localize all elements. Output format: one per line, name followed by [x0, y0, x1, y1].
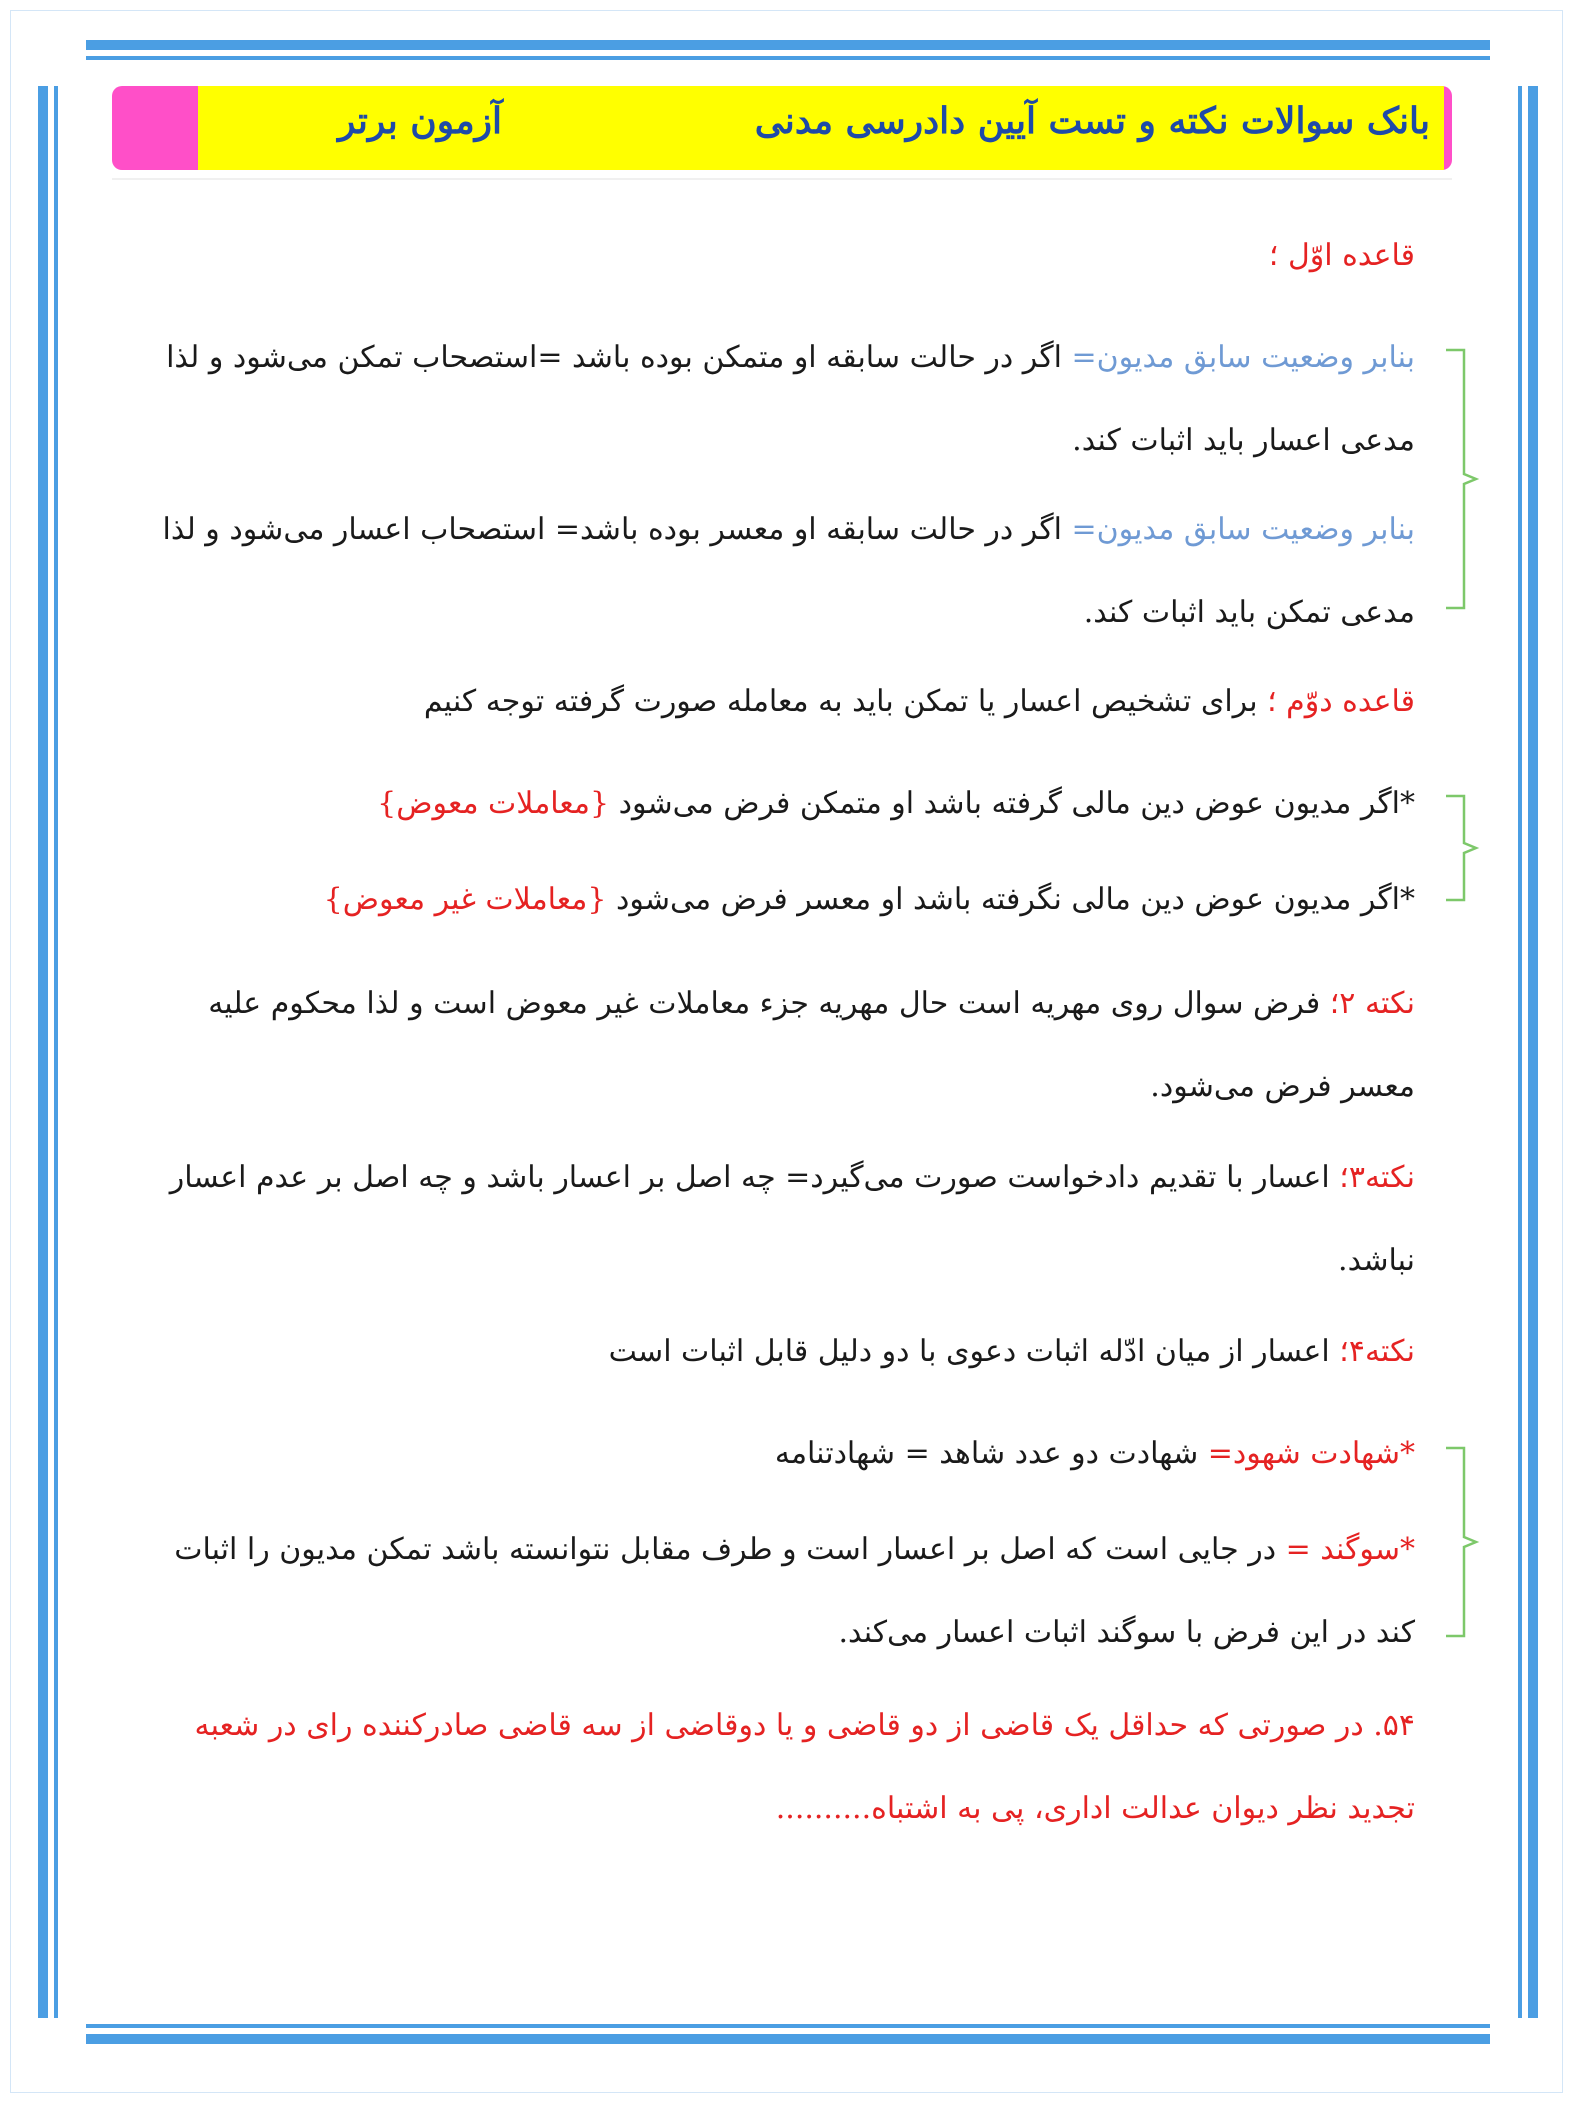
note3-paragraph [155, 1136, 1415, 1302]
state1-text: اگر در حالت سابقه او متمکن بوده باشد =استصحاب تمکن می‌شود و لذا مدعی اعسار باید اثبات کند. [166, 340, 1415, 458]
note2-text: فرض سوال روی مهریه است حال مهریه جزء معاملات غیر معوض است و لذا محکوم علیه معسر فرض می‌شود. [208, 986, 1415, 1104]
note2-label: نکته ۲؛ [1329, 986, 1415, 1021]
state2-text: اگر در حالت سابقه او معسر بوده باشد= استصحاب اعسار می‌شود و لذا مدعی تمکن باید اثبات کند. [162, 512, 1415, 630]
header-divider [112, 178, 1452, 180]
note3-label: نکته۳؛ [1339, 1160, 1415, 1195]
note2-paragraph [155, 962, 1415, 1128]
frame-top-inner [86, 56, 1490, 60]
case1-tag: {معاملات معوض} [377, 786, 610, 821]
evidence2-paragraph [155, 1508, 1415, 1674]
note4-label: نکته۴؛ [1339, 1334, 1415, 1369]
question-54: ۵۴. در صورتی که حداقل یک قاضی از دو قاضی و یا دوقاضی از سه قاضی صادرکننده رای در شعبه تجدید نظر دیوان عدالت اداری، پی به اشتباه.......... [194, 1708, 1415, 1826]
evidence2-label: *سوگند = [1285, 1532, 1415, 1567]
case1-line [377, 762, 1415, 845]
rule2-paragraph [424, 660, 1415, 743]
case2-text: *اگر مدیون عوض دین مالی نگرفته باشد او معسر فرض می‌شود [606, 882, 1415, 917]
evidence1-label: *شهادت شهود= [1207, 1436, 1415, 1471]
brace-group-1 [1440, 346, 1480, 612]
case2-line [324, 858, 1415, 941]
rule1-heading: قاعده اوّل ؛ [1268, 238, 1415, 273]
state2-label: بنابر وضعیت سابق مدیون= [1071, 512, 1415, 547]
evidence1-text: شهادت دو عدد شاهد = شهادتنامه [774, 1436, 1208, 1471]
note4-text: اعسار از میان ادّله اثبات دعوی با دو دلیل قابل اثبات است [608, 1334, 1340, 1369]
state1-paragraph [155, 316, 1415, 482]
note3-text: اعسار با تقدیم دادخواست صورت می‌گیرد= چه اصل بر اعسار باشد و چه اصل بر عدم اعسار نباشد. [169, 1160, 1415, 1278]
frame-right [1528, 86, 1538, 2018]
frame-bottom-inner [86, 2024, 1490, 2028]
frame-left [38, 86, 48, 2018]
rule2-heading: قاعده دوّم ؛ [1267, 684, 1415, 719]
brand-name: آزمون برتر [338, 100, 503, 142]
frame-top [86, 40, 1490, 50]
page-title: بانک سوالات نکته و تست آیین دادرسی مدنی [754, 100, 1430, 142]
evidence2-text: در جایی است که اصل بر اعسار است و طرف مقابل نتوانسته باشد تمکن مدیون را اثبات کند در این فرض با سوگند اثبات اعسار می‌کند. [174, 1532, 1415, 1650]
case1-text: *اگر مدیون عوض دین مالی گرفته باشد او متمکن فرض می‌شود [609, 786, 1415, 821]
frame-bottom [86, 2034, 1490, 2044]
header-banner [112, 86, 1452, 170]
brace-group-3 [1440, 1444, 1480, 1640]
evidence1-line [775, 1412, 1415, 1495]
note4-paragraph [609, 1310, 1415, 1393]
state1-label: بنابر وضعیت سابق مدیون= [1071, 340, 1415, 375]
state2-paragraph [155, 488, 1415, 654]
case2-tag: {معاملات غیر معوض} [323, 882, 607, 917]
rule2-text: برای تشخیص اعسار یا تمکن باید به معامله صورت گرفته توجه کنیم [423, 684, 1268, 719]
frame-left-inner [54, 86, 58, 2018]
frame-right-inner [1518, 86, 1522, 2018]
brace-group-2 [1440, 792, 1480, 904]
